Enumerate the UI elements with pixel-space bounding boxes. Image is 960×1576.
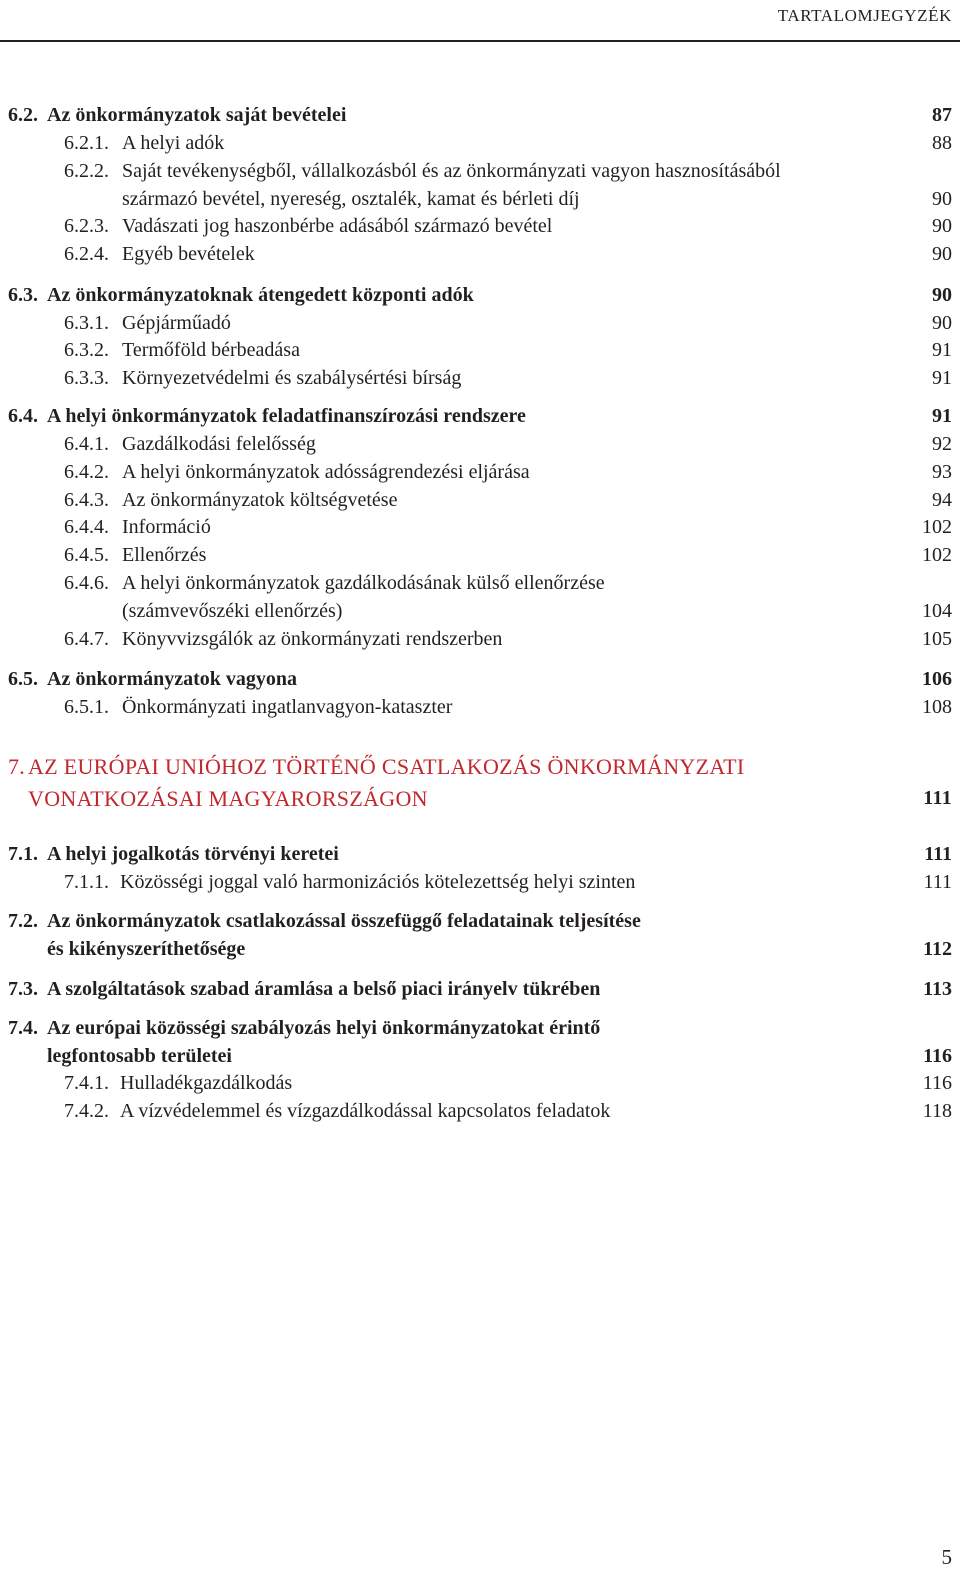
toc-entry-title-continuation: legfontosabb területei — [47, 1045, 232, 1067]
toc-entry-number: 6.2.4. — [64, 243, 109, 265]
toc-entry-title: A vízvédelemmel és vízgazdálkodással kapcsolatos feladatok — [120, 1100, 611, 1122]
toc-entry-title: Könyvvizsgálók az önkormányzati rendszerben — [122, 628, 503, 650]
toc-entry-number: 7.2. — [8, 910, 38, 932]
toc-entry-number: 6.2. — [8, 104, 38, 126]
toc-entry-page: 108 — [922, 696, 952, 718]
toc-entry-page: 94 — [932, 489, 952, 511]
toc-entry-number: 6.3. — [8, 284, 38, 306]
toc-entry-page: 106 — [922, 668, 952, 690]
toc-entry-title: Termőföld bérbeadása — [122, 339, 300, 361]
toc-entry-title: Gazdálkodási felelősség — [122, 433, 316, 455]
toc-entry-title: Az önkormányzatok saját bevételei — [47, 104, 347, 126]
toc-entry-title: Közösségi joggal való harmonizációs kötelezettség helyi szinten — [120, 871, 636, 893]
toc-entry-number: 7.3. — [8, 978, 38, 1000]
toc-entry-title-continuation: és kikényszeríthetősége — [47, 938, 246, 960]
toc-entry-number: 7.1.1. — [64, 871, 109, 893]
toc-entry-page: 105 — [922, 628, 952, 650]
toc-entry-title: Hulladékgazdálkodás — [120, 1072, 293, 1094]
toc-entry-number: 6.5.1. — [64, 696, 109, 718]
header-rule — [0, 40, 960, 42]
toc-entry-number: 6.2.3. — [64, 215, 109, 237]
toc-entry-title: Az önkormányzatok vagyona — [47, 668, 298, 690]
toc-entry-title: A helyi adók — [122, 132, 225, 154]
toc-entry-title: Környezetvédelmi és szabálysértési bírság — [122, 367, 462, 389]
toc-entry-title: Gépjárműadó — [122, 312, 231, 334]
toc-entry-page: 104 — [922, 600, 952, 622]
toc-entry-title: Információ — [122, 516, 211, 538]
toc-entry-page: 91 — [932, 405, 952, 427]
toc-entry-title-continuation: (számvevőszéki ellenőrzés) — [122, 600, 343, 622]
toc-entry-number: 7.4.1. — [64, 1072, 109, 1094]
toc-entry-number: 6.4.1. — [64, 433, 109, 455]
toc-entry-number: 6.4.4. — [64, 516, 109, 538]
toc-entry-number: 6.3.3. — [64, 367, 109, 389]
toc-entry-page: 92 — [932, 433, 952, 455]
toc-entry-page: 111 — [923, 871, 952, 893]
toc-entry-number: 7.4. — [8, 1017, 38, 1039]
toc-entry-title-continuation: származó bevétel, nyereség, osztalék, kamat és bérleti díj — [122, 188, 580, 210]
toc-entry-page: 113 — [923, 978, 952, 1000]
toc-entry-page: 90 — [932, 188, 952, 210]
toc-entry-number: 6.4.2. — [64, 461, 109, 483]
toc-entry-number: 6.3.2. — [64, 339, 109, 361]
toc-entry-title: A helyi önkormányzatok feladatfinanszírozási rendszere — [47, 405, 526, 427]
toc-chapter-title-continuation: VONATKOZÁSAI MAGYARORSZÁGON — [28, 786, 428, 811]
toc-entry-title: Az európai közösségi szabályozás helyi önkormányzatokat érintő — [47, 1017, 601, 1039]
toc-chapter-number: 7. — [8, 754, 26, 779]
toc-entry-number: 6.5. — [8, 668, 38, 690]
toc-entry-number: 6.3.1. — [64, 312, 109, 334]
toc-entry-number: 7.1. — [8, 843, 38, 865]
toc-entry-page: 88 — [932, 132, 952, 154]
toc-entry-title: Egyéb bevételek — [122, 243, 255, 265]
toc-entry-number: 6.2.2. — [64, 160, 109, 182]
toc-entry-page: 90 — [932, 284, 952, 306]
toc-entry-title: A helyi önkormányzatok adósságrendezési eljárása — [122, 461, 530, 483]
toc-entry-page: 102 — [922, 544, 952, 566]
toc-entry-page: 90 — [932, 312, 952, 334]
toc-entry-page: 91 — [932, 367, 952, 389]
page-number: 5 — [941, 1545, 952, 1569]
toc-entry-number: 6.4.3. — [64, 489, 109, 511]
toc-entry-number: 7.4.2. — [64, 1100, 109, 1122]
toc-entry-title: Saját tevékenységből, vállalkozásból és az önkormányzati vagyon hasznosításából — [122, 160, 781, 182]
toc-entry-title: Az önkormányzatok költségvetése — [122, 489, 398, 511]
toc-entry-title: Az önkormányzatok csatlakozással összefüggő feladatainak teljesítése — [47, 910, 641, 932]
toc-entry-page: 91 — [932, 339, 952, 361]
toc-entry-title: Az önkormányzatoknak átengedett központi adók — [47, 284, 474, 306]
toc-entry-page: 111 — [924, 843, 952, 865]
toc-entry-title: A helyi önkormányzatok gazdálkodásának külső ellenőrzése — [122, 572, 605, 594]
running-head: TARTALOMJEGYZÉK — [777, 6, 952, 25]
toc-entry-title: Ellenőrzés — [122, 544, 207, 566]
toc-chapter-title: AZ EURÓPAI UNIÓHOZ TÖRTÉNŐ CSATLAKOZÁS ÖNKORMÁNYZATI — [28, 754, 745, 779]
toc-entry-number: 6.4.6. — [64, 572, 109, 594]
toc-entry-page: 102 — [922, 516, 952, 538]
toc-entry-page: 112 — [923, 938, 952, 960]
toc-entry-title: Önkormányzati ingatlanvagyon-kataszter — [122, 696, 453, 718]
toc-entry-number: 6.2.1. — [64, 132, 109, 154]
toc-entry-title: A szolgáltatások szabad áramlása a belső piaci irányelv tükrében — [47, 978, 601, 1000]
toc-entry-title: Vadászati jog haszonbérbe adásából származó bevétel — [122, 215, 553, 237]
toc-chapter-page: 111 — [923, 787, 952, 809]
toc-entry-page: 90 — [932, 243, 952, 265]
toc-entry-number: 6.4. — [8, 405, 38, 427]
toc-entry-page: 116 — [923, 1045, 952, 1067]
toc-entry-page: 116 — [922, 1072, 952, 1094]
toc-entry-number: 6.4.5. — [64, 544, 109, 566]
toc-entry-page: 87 — [932, 104, 952, 126]
toc-entry-page: 118 — [922, 1100, 952, 1122]
toc-entry-page: 90 — [932, 215, 952, 237]
toc-entry-page: 93 — [932, 461, 952, 483]
toc-entry-number: 6.4.7. — [64, 628, 109, 650]
toc-entry-title: A helyi jogalkotás törvényi keretei — [47, 843, 339, 865]
